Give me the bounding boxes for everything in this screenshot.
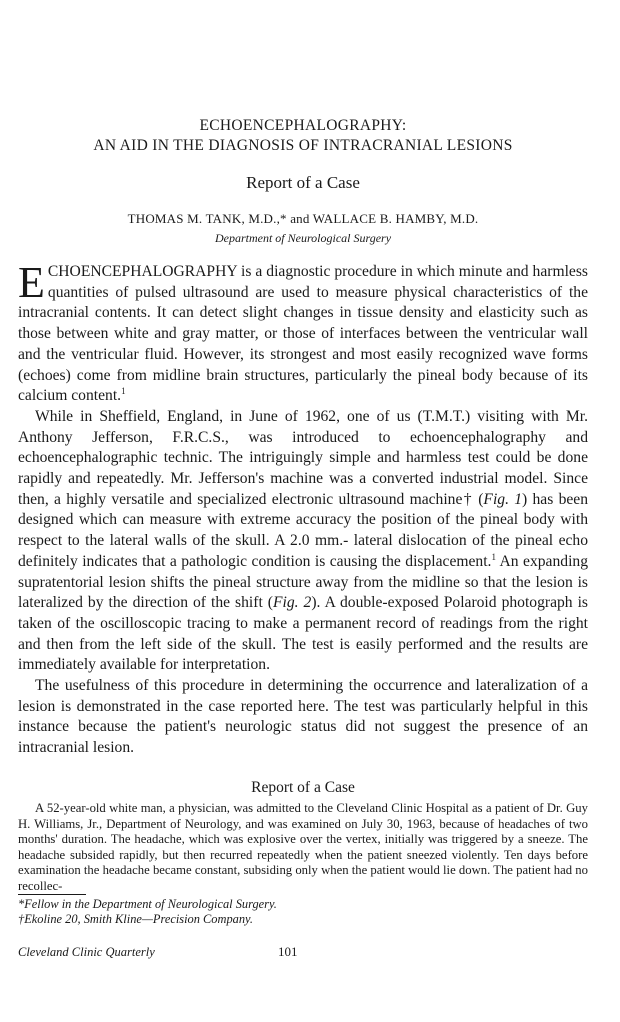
case-report-text <box>18 801 588 894</box>
footnote-divider <box>18 894 86 895</box>
figure-1-reference: Fig. 1 <box>483 490 523 508</box>
paragraph-2-text-b: ( <box>472 490 484 508</box>
footnotes <box>18 897 588 927</box>
paragraph-2-text-d: An expanding supratentorial lesion shifts the pineal structure away from the midline so that the lesion is lateralized by the direction of the shift ( <box>18 552 588 612</box>
case-paragraph: A 52-year-old white man, a physician, was admitted to the Cleveland Clinic Hospital as a patient of Dr. Guy H. Williams, Jr., Department of Neurology, and was examined on July 30, 1963, because of headaches of two months' duration. The headache, which was explosive over the vertex, initially was triggered by a sneeze. The headache subsided rapidly, but then recurred repeatedly when the patient sneezed violently. Ten days before examination the headache became constant, subsiding only when the patient would lie down. The patient had no recollec- <box>18 801 588 893</box>
paragraph-2-text-c: ) has been designed which can measure with extreme accuracy the position of the pineal body with respect to the lateral walls of the skull. A 2.0 mm.- lateral dislocation of the pineal echo definitely indicates that a pathologic condition is causing the displacement. <box>18 490 589 570</box>
reference-marker: 1 <box>491 551 496 562</box>
page-number: 101 <box>278 944 298 959</box>
paragraph-2 <box>18 407 588 676</box>
footnote-2: †Ekoline 20, Smith Kline—Precision Company. <box>18 912 253 926</box>
paragraph-2-text-e: ). A double-exposed Polaroid photograph is taken of the oscilloscopic tracing to make a permanent record of readings from the right and then from the left side of the skull. The test is easily performed and the results are immediately available for interpretation. <box>18 594 588 674</box>
figure-2-reference: Fig. 2 <box>272 594 312 612</box>
paragraph-1 <box>18 258 588 407</box>
article-subtitle: Report of a Case <box>246 173 360 192</box>
journal-name: Cleveland Clinic Quarterly <box>18 945 155 959</box>
reference-marker: 1 <box>121 386 126 397</box>
article-title-line-1: ECHOENCEPHALOGRAPHY: <box>199 117 407 134</box>
paragraph-2-text-a: While in Sheffield, England, in June of 1962, one of us (T.M.T.) visiting with Mr. Anthony Jefferson, F.R.C.S., was introduced to echoencephalography and echoencephalographic technic. The intriguingly simple and harmless test could be done rapidly and repeatedly. Mr. Jefferson's machine was a converted industrial model. Since then, a highly versatile and specialized electronic ultrasound machine <box>18 407 588 508</box>
article-title-line-2: AN AID IN THE DIAGNOSIS OF INTRACRANIAL LESIONS <box>93 137 513 154</box>
author-line: THOMAS M. TANK, M.D.,* and WALLACE B. HAMBY, M.D. <box>127 211 479 226</box>
drop-cap: E <box>18 258 45 307</box>
footnote-1: *Fellow in the Department of Neurological Surgery. <box>18 897 277 911</box>
paragraph-1-text: CHOENCEPHALOGRAPHY is a diagnostic procedure in which minute and harmless quantities of pulsed ultrasound are used to measure physical characteristics of the intracranial contents. It can detect slight changes in tissue density and elasticity such as those between white and gray matter, or those of interfaces between the ventricular wall and the ventricular fluid. However, its strongest and most easily recognized wave forms (echoes) come from midline brain structures, particularly the pineal body because of its calcium content. <box>18 263 588 405</box>
dagger-footnote-marker: † <box>462 490 473 508</box>
case-section-heading: Report of a Case <box>251 779 355 796</box>
department-line: Department of Neurological Surgery <box>214 231 392 245</box>
article-body <box>18 258 589 759</box>
paragraph-3: The usefulness of this procedure in determining the occurrence and lateralization of a lesion is demonstrated in the case reported here. The test was particularly helpful in this instance because the patient's neurologic status did not suggest the presence of an intracranial lesion. <box>18 677 588 757</box>
